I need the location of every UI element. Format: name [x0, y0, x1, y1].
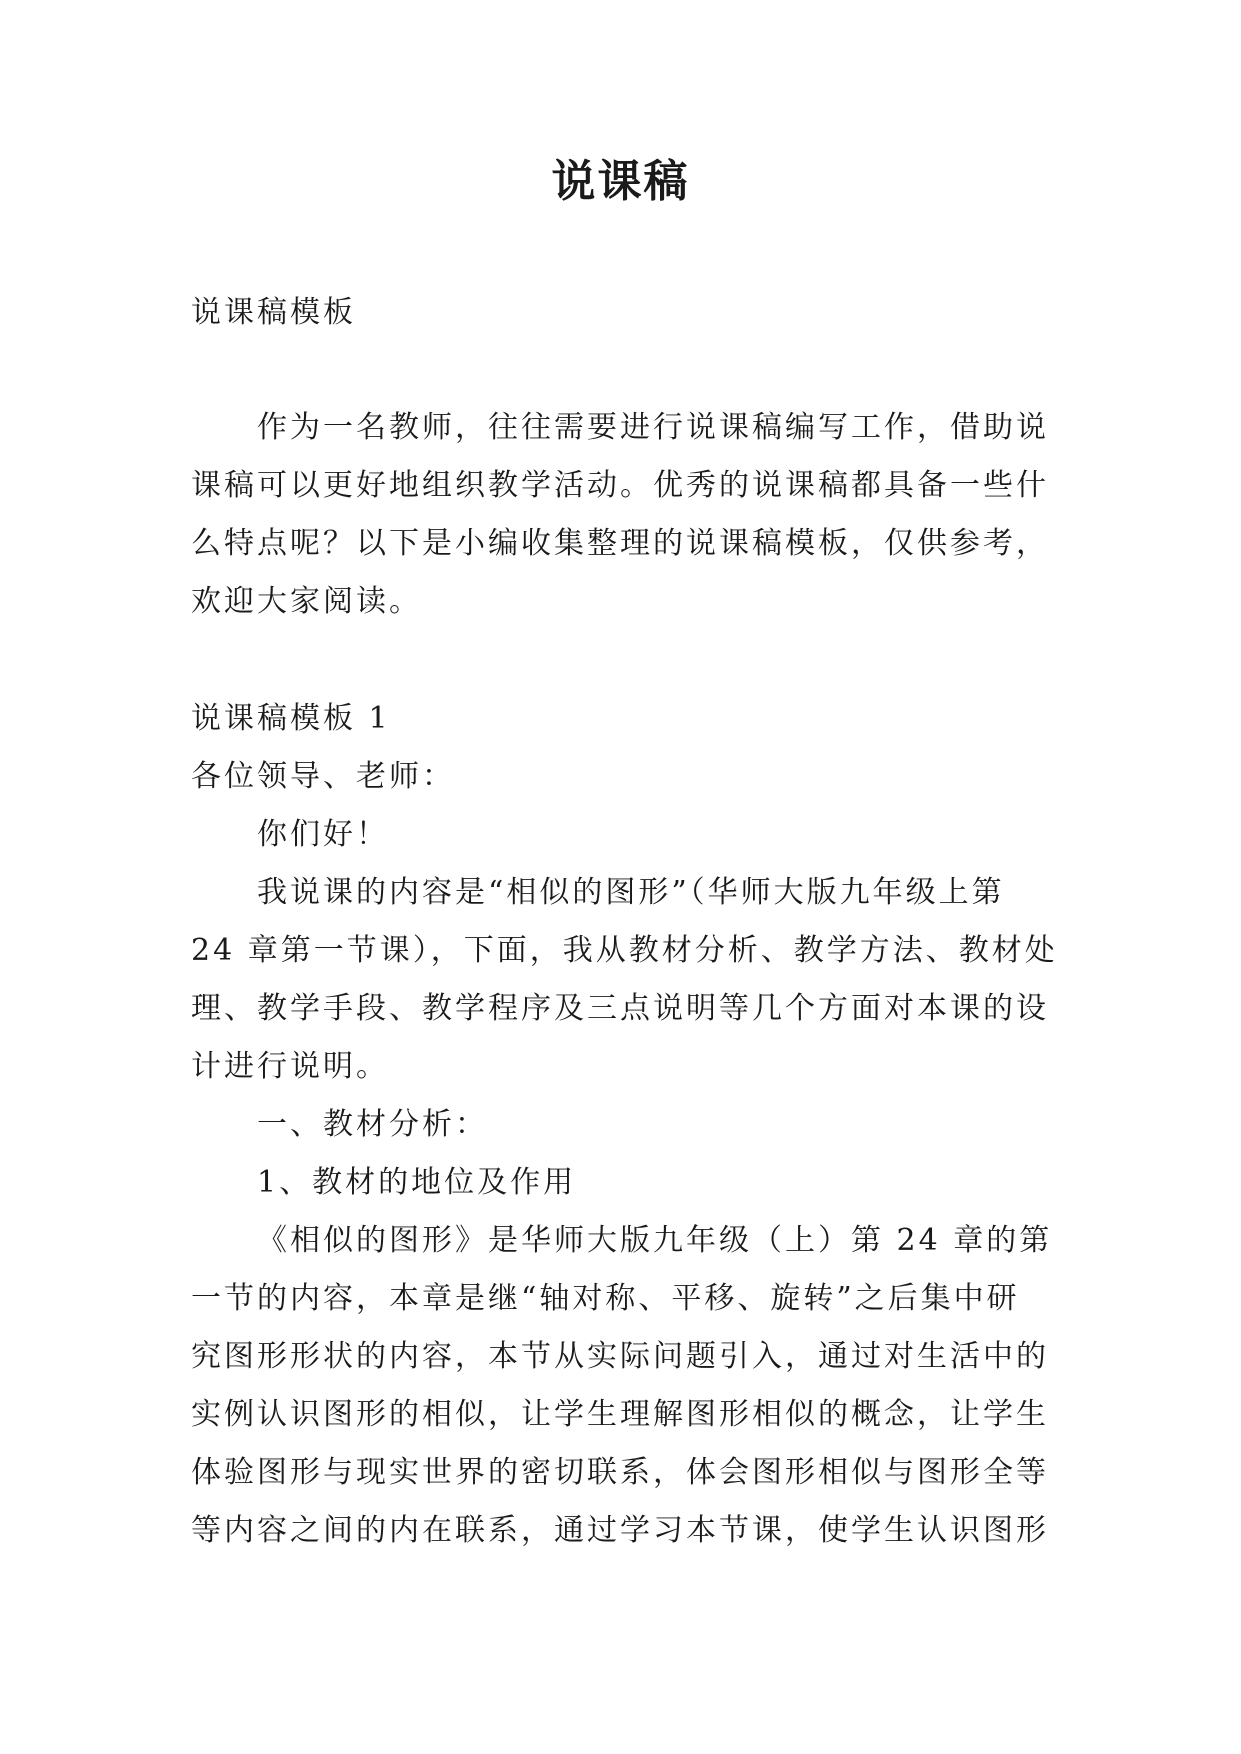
paragraph-line: 我说课的内容是“相似的图形”（华师大版九年级上第 — [257, 875, 1005, 910]
intro-line: 作为一名教师，往往需要进行说课稿编写工作，借助说 — [257, 410, 1049, 445]
section-heading: 说课稿模板 1 — [191, 701, 391, 736]
intro-line: 欢迎大家阅读。 — [191, 584, 422, 619]
paragraph-line: 理、教学手段、教学程序及三点说明等几个方面对本课的设 — [191, 991, 1049, 1026]
paragraph-line: 实例认识图形的相似，让学生理解图形相似的概念，让学生 — [191, 1397, 1049, 1432]
paragraph-line: 计进行说明。 — [191, 1049, 389, 1084]
paragraph-line: 24 章第一节课），下面，我从教材分析、教学方法、教材处 — [191, 933, 1058, 968]
section-subheading: 1、教材的地位及作用 — [257, 1165, 577, 1200]
paragraph-line: 《相似的图形》是华师大版九年级（上）第 24 章的第 — [257, 1223, 1053, 1258]
section-subheading: 一、教材分析： — [257, 1107, 488, 1142]
paragraph-line: 一节的内容，本章是继“轴对称、平移、旋转”之后集中研 — [191, 1281, 1020, 1316]
greeting: 你们好！ — [257, 817, 389, 852]
intro-line: 么特点呢？以下是小编收集整理的说课稿模板，仅供参考， — [191, 526, 1049, 561]
salutation: 各位领导、老师： — [191, 759, 455, 794]
paragraph-line: 体验图形与现实世界的密切联系，体会图形相似与图形全等 — [191, 1455, 1049, 1490]
document-title: 说课稿 — [551, 156, 690, 207]
paragraph-line: 究图形形状的内容，本节从实际问题引入，通过对生活中的 — [191, 1339, 1049, 1374]
intro-line: 课稿可以更好地组织教学活动。优秀的说课稿都具备一些什 — [191, 468, 1049, 503]
paragraph-line: 等内容之间的内在联系，通过学习本节课，使学生认识图形 — [191, 1513, 1049, 1548]
subtitle: 说课稿模板 — [191, 295, 356, 330]
